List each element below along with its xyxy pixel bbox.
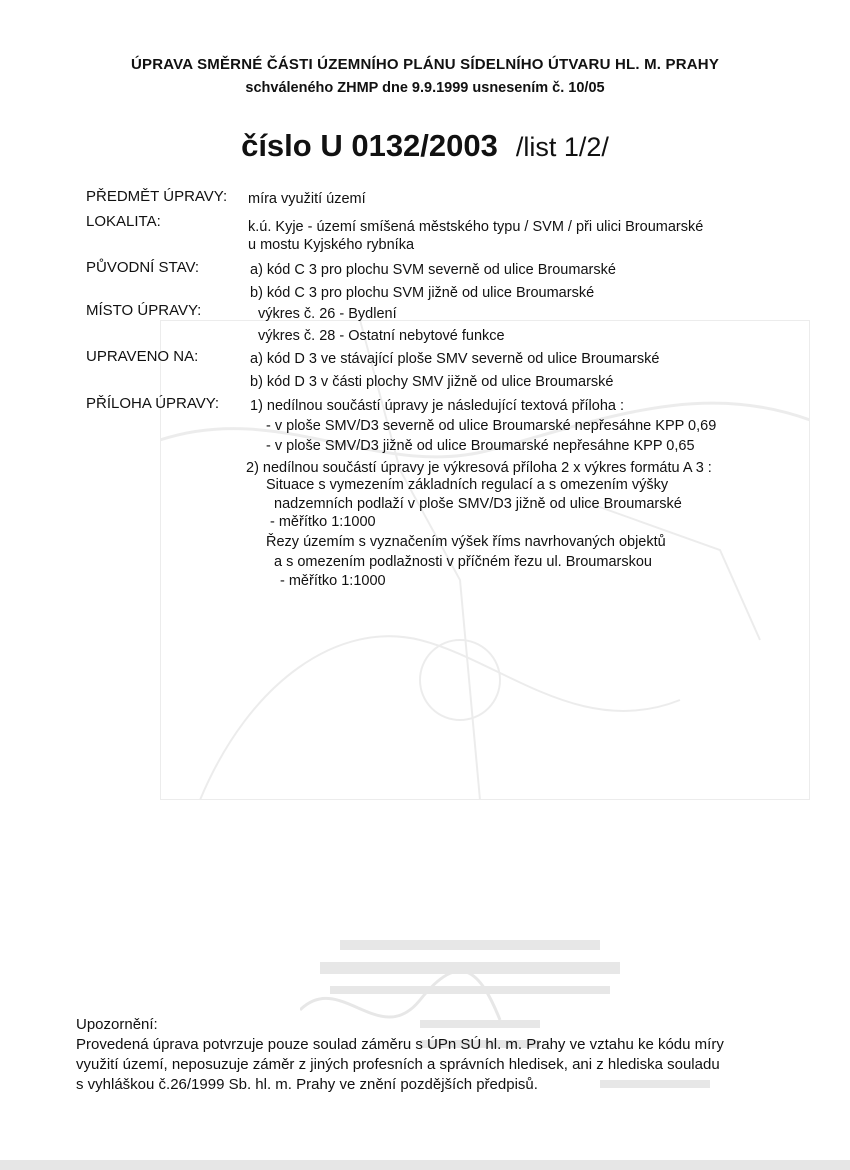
subject-value: míra využití území xyxy=(248,191,366,207)
document-number xyxy=(0,128,850,164)
attachment-line: 1) nedílnou součástí úpravy je následující textová příloha : xyxy=(250,398,624,414)
subject-label: PŘEDMĚT ÚPRAVY: xyxy=(86,188,228,205)
changed-to-line: b) kód D 3 v části plochy SMV jižně od ulice Broumarské xyxy=(250,374,614,390)
scan-bottom-edge xyxy=(0,1160,850,1170)
change-place-label: MÍSTO ÚPRAVY: xyxy=(86,302,202,319)
change-number: číslo U 0132/2003 xyxy=(241,128,498,163)
sheet-indicator: /list 1/2/ xyxy=(515,132,609,162)
attachment-line: - v ploše SMV/D3 jižně od ulice Broumarské nepřesáhne KPP 0,65 xyxy=(266,438,695,454)
original-state-line: a) kód C 3 pro plochu SVM severně od ulice Broumarské xyxy=(250,262,616,278)
attachment-line: - měřítko 1:1000 xyxy=(270,514,376,530)
attachment-line: a s omezením podlažnosti v příčném řezu ul. Broumarskou xyxy=(274,554,652,570)
attachment-line: - v ploše SMV/D3 severně od ulice Broumarské nepřesáhne KPP 0,69 xyxy=(266,418,717,434)
original-state-label: PŮVODNÍ STAV: xyxy=(86,259,200,276)
attachment-line: nadzemních podlaží v ploše SMV/D3 jižně od ulice Broumarské xyxy=(274,496,682,512)
changed-to-label: UPRAVENO NA: xyxy=(86,348,199,365)
locality-line: u mostu Kyjského rybníka xyxy=(248,237,415,253)
document-header-title: ÚPRAVA SMĚRNÉ ČÁSTI ÚZEMNÍHO PLÁNU SÍDELNÍHO ÚTVARU HL. M. PRAHY xyxy=(130,56,720,73)
attachment-line: Řezy územím s vyznačením výšek říms navrhovaných objektů xyxy=(266,534,666,550)
notice-line: s vyhláškou č.26/1999 Sb. hl. m. Prahy ve znění pozdějších předpisů. xyxy=(76,1076,538,1093)
notice-line: využití území, neposuzuje záměr z jiných profesních a správních hledisek, ani z hlediska souladu xyxy=(76,1056,720,1073)
change-place-line: výkres č. 28 - Ostatní nebytové funkce xyxy=(258,328,505,344)
changed-to-line: a) kód D 3 ve stávající ploše SMV severně od ulice Broumarské xyxy=(250,351,660,367)
attachment-line: Situace s vymezením základních regulací a s omezením výšky xyxy=(266,477,669,493)
notice-heading: Upozornění: xyxy=(76,1016,158,1033)
locality-line: k.ú. Kyje - území smíšená městského typu / SVM / při ulici Broumarské xyxy=(248,219,704,235)
original-state-line: b) kód C 3 pro plochu SVM jižně od ulice Broumarské xyxy=(250,285,595,301)
bleed-through-stamp xyxy=(300,930,720,1100)
change-place-line: výkres č. 26 - Bydlení xyxy=(258,306,397,322)
document-header-subtitle: schváleného ZHMP dne 9.9.1999 usnesením č. 10/05 xyxy=(245,80,605,96)
notice-line: Provedená úprava potvrzuje pouze soulad záměru s ÚPn SÚ hl. m. Prahy ve vztahu ke kódu míry xyxy=(76,1036,724,1053)
locality-label: LOKALITA: xyxy=(86,213,161,230)
attachment-label: PŘÍLOHA ÚPRAVY: xyxy=(86,395,220,412)
attachment-line: 2) nedílnou součástí úpravy je výkresová příloha 2 x výkres formátu A 3 : xyxy=(246,460,712,476)
attachment-line: - měřítko 1:1000 xyxy=(280,573,386,589)
